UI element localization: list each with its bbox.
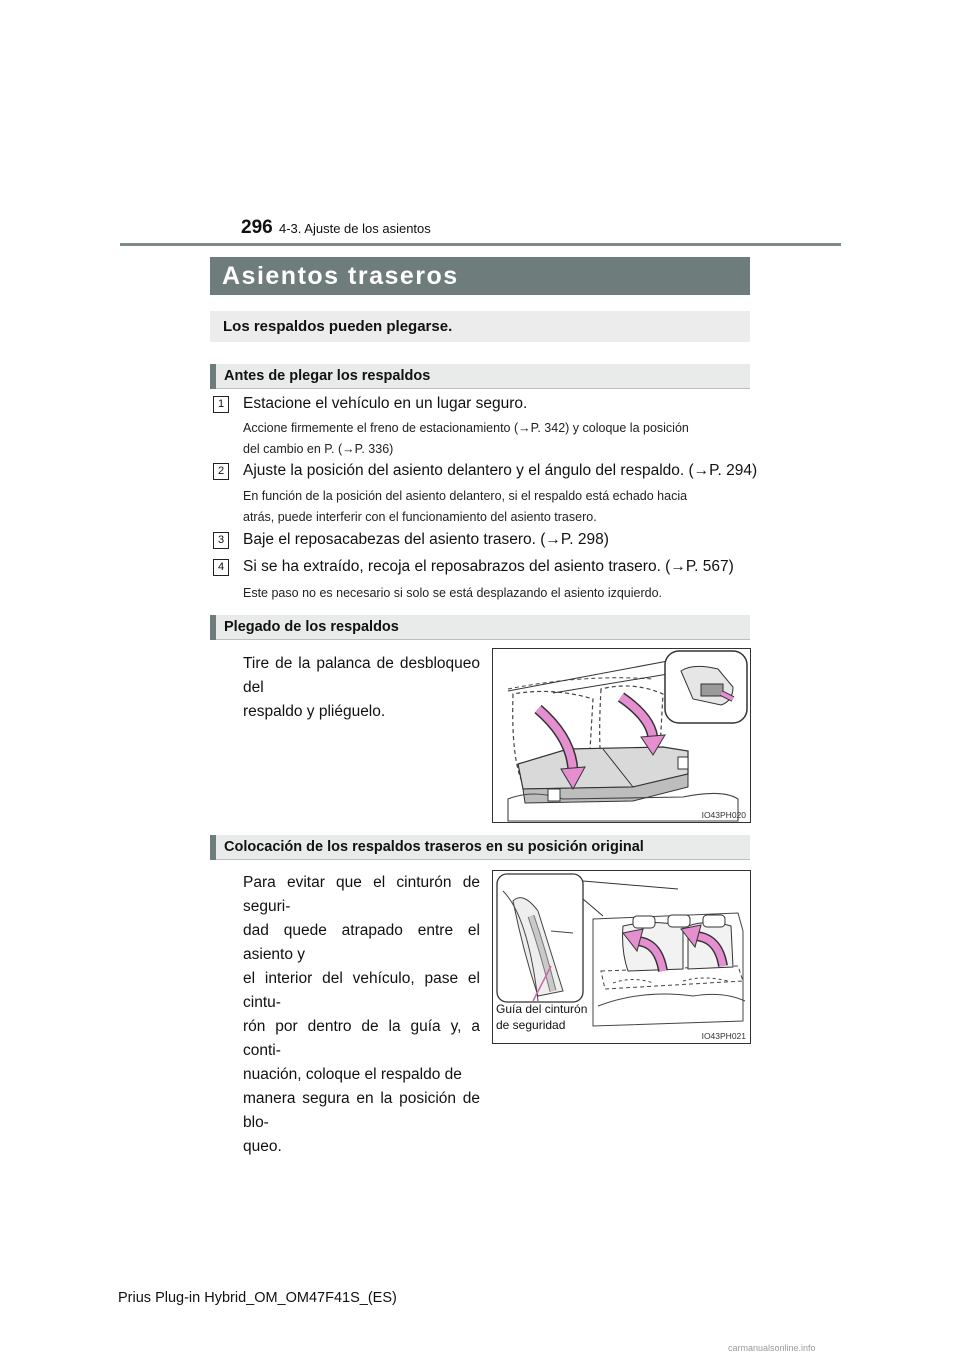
- label-line: Guía del cinturón: [496, 1002, 588, 1016]
- page-title: Asientos traseros: [222, 262, 459, 290]
- page-number: 296: [241, 217, 273, 238]
- subheading-restoring: [210, 835, 750, 860]
- step-note: [243, 418, 745, 460]
- intro-text: Los respaldos pueden plegarse.: [223, 318, 453, 335]
- subheading-before-folding: [210, 364, 750, 389]
- subheading-text: Colocación de los respaldos traseros en su posición original: [224, 839, 644, 855]
- watermark: carmanualsonline.info: [728, 1343, 816, 1353]
- figure-code: IO43PH020: [701, 810, 746, 820]
- step-note: [243, 486, 745, 528]
- subheading-text: Antes de plegar los respaldos: [224, 368, 431, 384]
- paragraph-line: Tire de la palanca de desbloqueo del: [243, 655, 480, 696]
- paragraph-line: rón por dentro de la guía y, a conti-: [243, 1018, 480, 1059]
- figure-fold-seatbacks: [492, 648, 751, 823]
- step-note: [243, 583, 745, 604]
- step-number: 1: [213, 396, 229, 413]
- paragraph-line: manera segura en la posición de blo-: [243, 1090, 480, 1131]
- step-text: Si se ha extraído, recoja el reposabrazos del asiento trasero. (→P. 567): [243, 558, 734, 575]
- step-number: 4: [213, 559, 229, 576]
- subheading-text: Plegado de los respaldos: [224, 619, 399, 635]
- folding-paragraph: [243, 652, 480, 724]
- label-line: de seguridad: [496, 1018, 566, 1032]
- figure-code: IO43PH021: [701, 1031, 746, 1041]
- header-rule: [120, 243, 841, 246]
- page-title-bar: [210, 257, 750, 295]
- paragraph-line: Para evitar que el cinturón de seguri-: [243, 874, 480, 915]
- step-text: Baje el reposacabezas del asiento trasero. (→P. 298): [243, 531, 609, 548]
- belt-guide-label: [496, 1001, 587, 1033]
- section-title: 4-3. Ajuste de los asientos: [279, 221, 431, 236]
- step-text: Ajuste la posición del asiento delantero y el ángulo del respaldo. (→P. 294): [243, 462, 758, 479]
- note-line: atrás, puede interferir con el funcionamiento del asiento trasero.: [243, 510, 597, 524]
- footer-text: Prius Plug-in Hybrid_OM_OM47F41S_(ES): [118, 1290, 397, 1306]
- restoring-paragraph: [243, 871, 480, 1159]
- seat-fold-illustration: [493, 649, 750, 822]
- step-number: 3: [213, 532, 229, 549]
- note-line: En función de la posición del asiento delantero, si el respaldo está echado hacia: [243, 489, 688, 503]
- subheading-folding: [210, 615, 750, 640]
- figure-restore-seatbacks: [492, 870, 751, 1044]
- step-number: 2: [213, 463, 229, 480]
- paragraph-line: el interior del vehículo, pase el cintu-: [243, 970, 480, 1011]
- paragraph-line: respaldo y pliéguelo.: [243, 703, 386, 720]
- step-text: Estacione el vehículo en un lugar seguro.: [243, 395, 528, 412]
- paragraph-line: dad quede atrapado entre el asiento y: [243, 922, 480, 963]
- note-line: Accione firmemente el freno de estacionamiento (→P. 342) y coloque la posición: [243, 421, 689, 435]
- note-line: del cambio en P. (→P. 336): [243, 442, 394, 456]
- note-line: Este paso no es necesario si solo se está desplazando el asiento izquierdo.: [243, 586, 663, 600]
- intro-box: [210, 311, 750, 342]
- paragraph-line: nuación, coloque el respaldo de: [243, 1066, 462, 1083]
- paragraph-line: queo.: [243, 1138, 282, 1155]
